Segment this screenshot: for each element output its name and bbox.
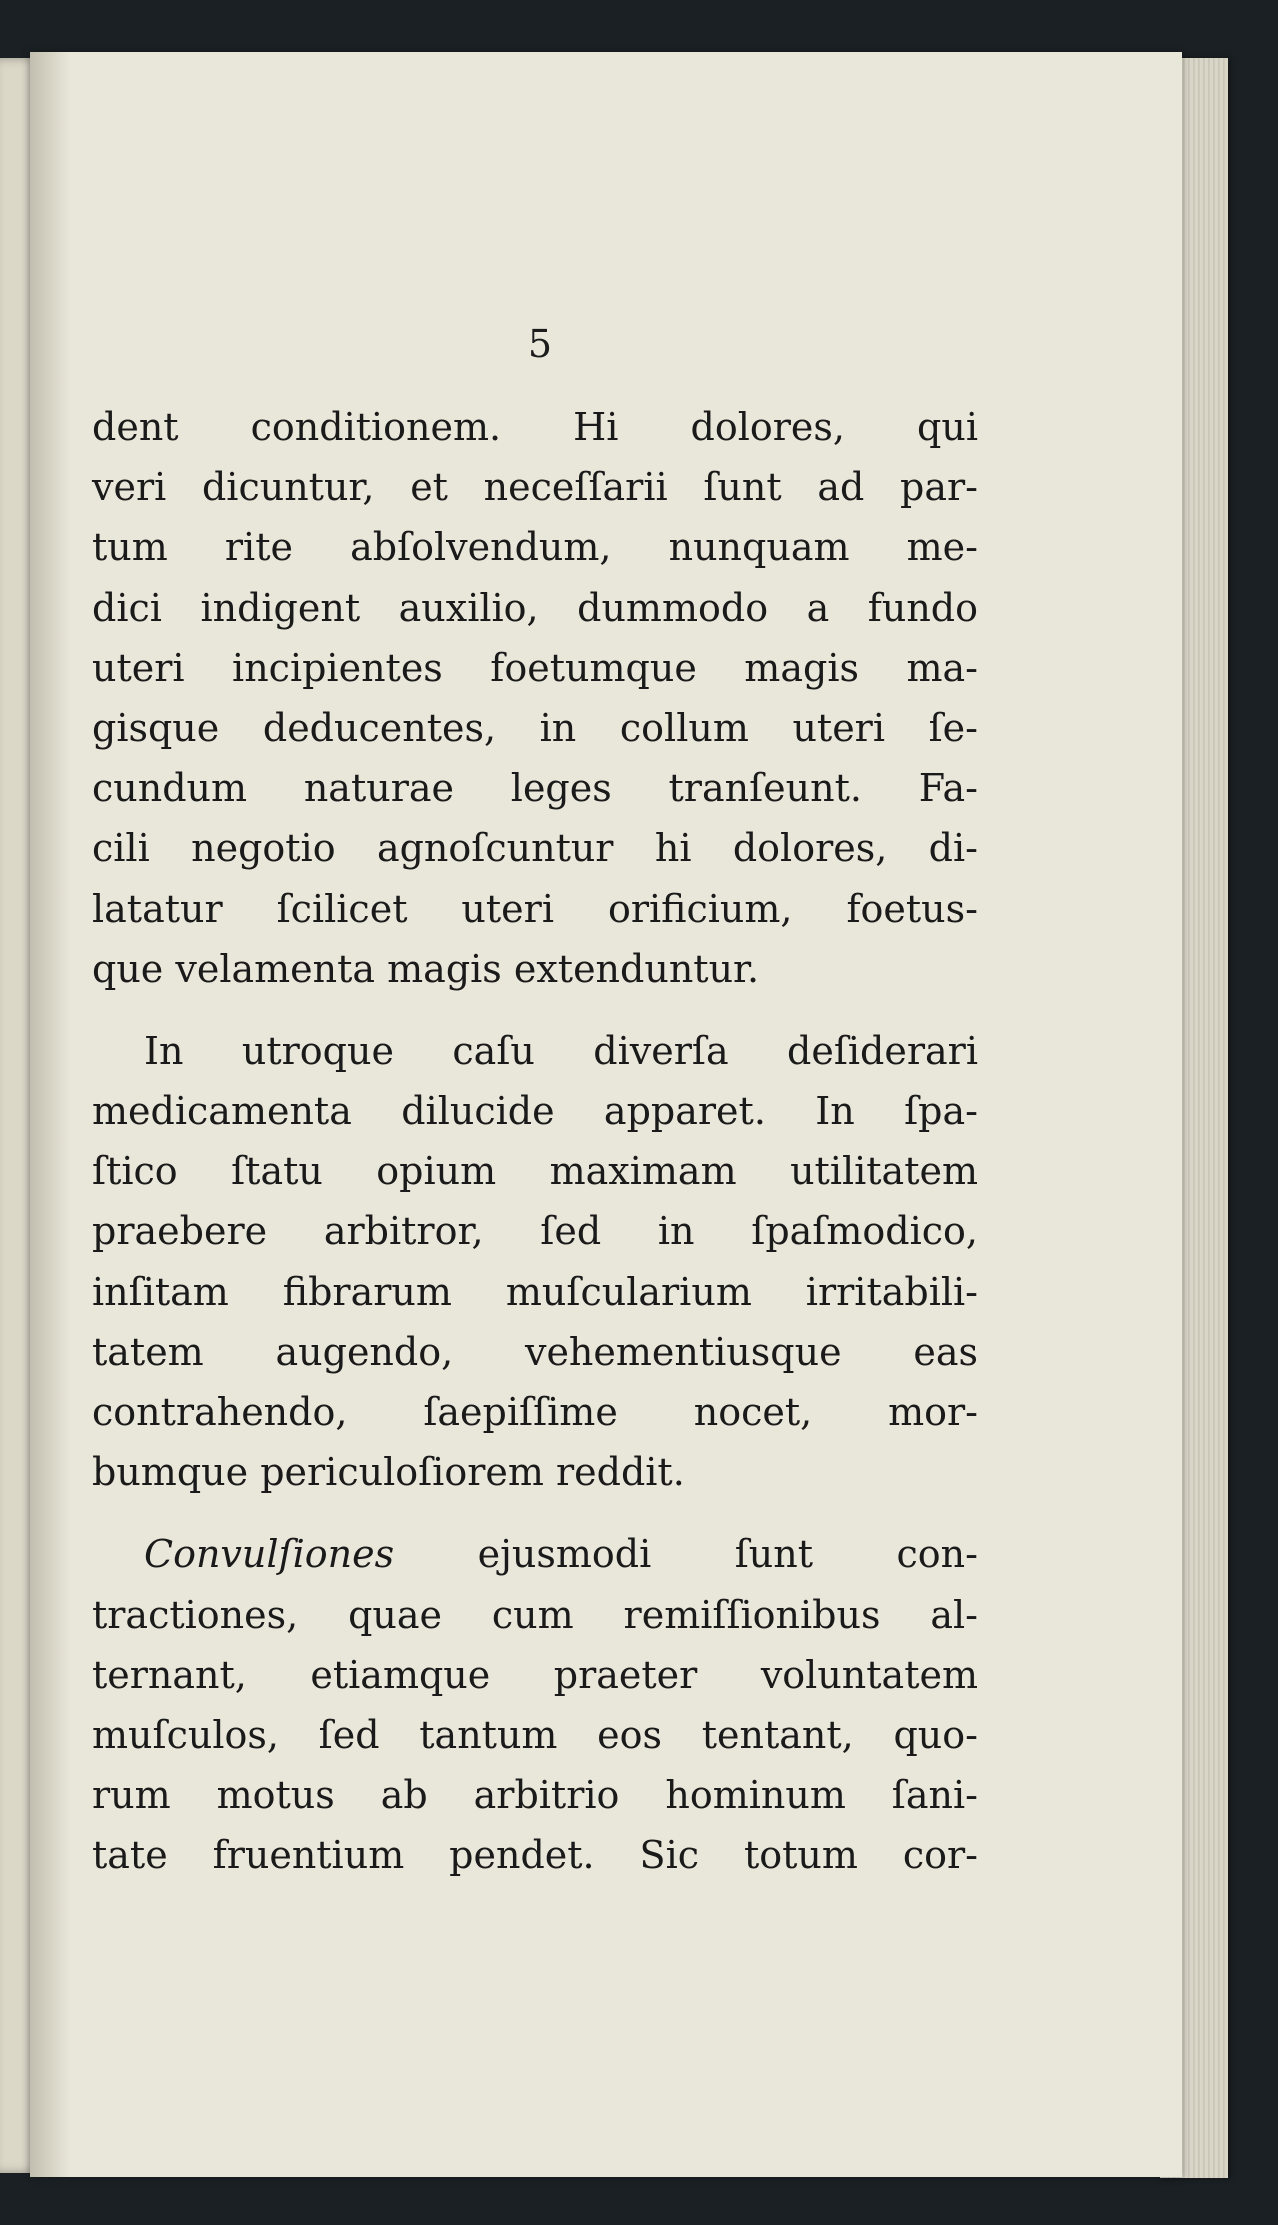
text-fragment: ejusmodi ſunt con- — [477, 1532, 978, 1577]
paragraph-gap — [92, 1502, 978, 1524]
text-line: In utroque caſu diverſa deſiderari — [144, 1028, 978, 1073]
text-line: muſculos, ſed tantum eos tentant, quo- — [92, 1712, 978, 1757]
paragraph-3 — [92, 1524, 978, 1885]
text-line: tum rite abſolvendum, nunquam me- — [92, 525, 978, 570]
text-line: que velamenta magis extenduntur. — [92, 946, 760, 991]
italic-term: Convulſiones — [144, 1532, 395, 1577]
gutter-shadow — [30, 52, 70, 2177]
text-line: uteri incipientes foetumque magis ma- — [92, 645, 978, 690]
text-line: contrahendo, ſaepiſſime nocet, mor- — [92, 1390, 978, 1434]
text-line: cundum naturae leges tranſeunt. Fa- — [92, 766, 978, 811]
text-line — [92, 1524, 978, 1584]
text-line: ternant, etiamque praeter voluntatem — [92, 1652, 978, 1697]
text-line: gisque deducentes, in collum uteri ſe- — [92, 705, 978, 750]
body-text — [92, 397, 978, 1886]
paragraph-2 — [92, 1021, 978, 1503]
text-line: dent conditionem. Hi dolores, qui — [92, 405, 978, 449]
text-line: rum motus ab arbitrio hominum ſani- — [92, 1773, 978, 1818]
text-line: tractiones, quae cum remiſſionibus al- — [92, 1592, 978, 1637]
paragraph-gap — [92, 999, 978, 1021]
text-line: cili negotio agnoſcuntur hi dolores, di- — [92, 826, 978, 871]
text-line: ſtico ſtatu opium maximam utilitatem — [92, 1149, 978, 1194]
text-line: praebere arbitror, ſed in ſpaſmodico, — [92, 1209, 978, 1254]
paragraph-1 — [92, 397, 978, 999]
text-line: tate fruentium pendet. Sic totum cor- — [92, 1833, 978, 1878]
text-line: tatem augendo, vehementiusque eas — [92, 1329, 978, 1374]
text-line: medicamenta dilucide apparet. In ſpa- — [92, 1089, 978, 1134]
text-line: bumque periculoſiorem reddit. — [92, 1450, 685, 1495]
text-line: latatur ſcilicet uteri orificium, foetus- — [92, 886, 978, 931]
page-number: 5 — [527, 322, 553, 366]
text-line: veri dicuntur, et neceſſarii ſunt ad par- — [92, 465, 978, 510]
text-line: dici indigent auxilio, dummodo a fundo — [92, 585, 978, 630]
book-page — [30, 52, 1182, 2177]
text-line: inſitam fibrarum muſcularium irritabili- — [92, 1269, 978, 1314]
